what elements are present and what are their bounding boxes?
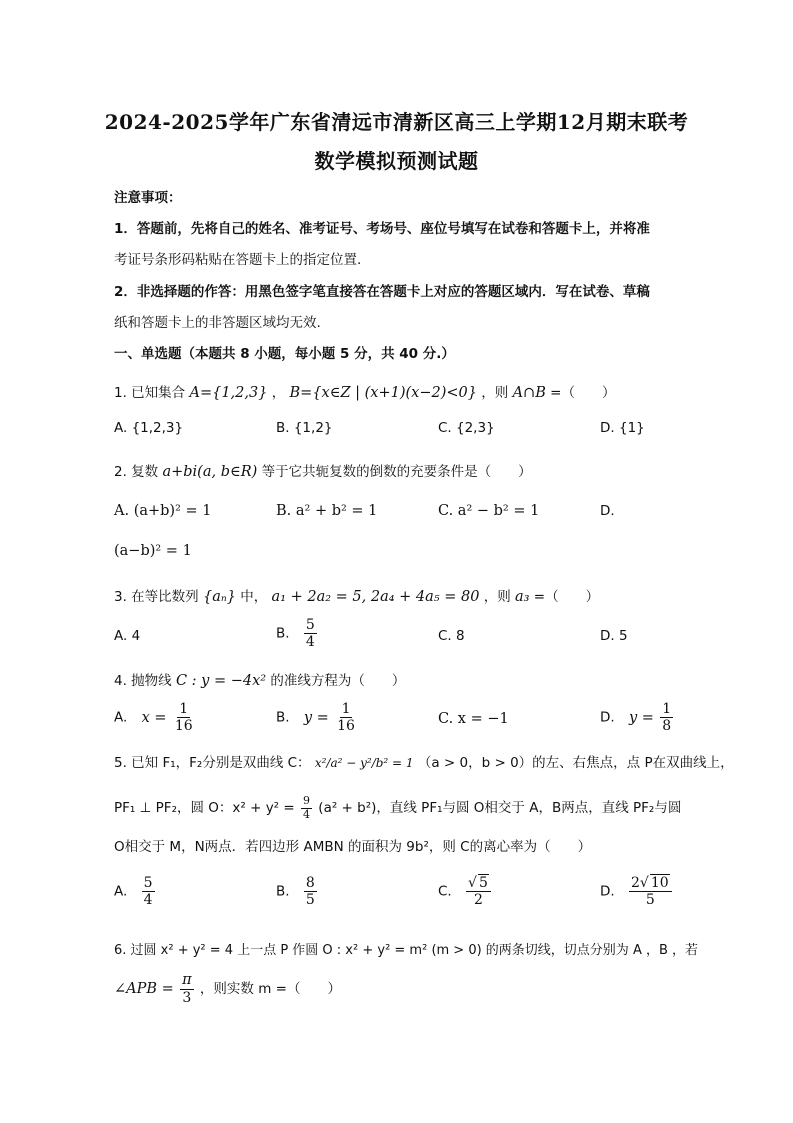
- fraction-denominator: 8: [662, 718, 672, 735]
- q5-line2-b: (a² + b²)，直线 PF₁与圆 O相交于 A，B两点，直线 PF₂与圆: [318, 800, 682, 817]
- q5-option-d[interactable]: [600, 875, 674, 908]
- fraction-numerator: 1: [179, 701, 189, 717]
- q5-option-c[interactable]: [438, 875, 493, 908]
- question-4: [114, 669, 405, 689]
- fraction-denominator: 16: [337, 718, 355, 735]
- q5-option-a-label: A.: [114, 883, 128, 900]
- fraction-denominator: 2: [473, 892, 483, 909]
- question-1: [114, 381, 615, 401]
- q2-option-b[interactable]: B. a² + b² = 1: [276, 503, 378, 519]
- q1-then: ，则: [481, 385, 509, 401]
- q4-option-d-label: D.: [600, 709, 615, 726]
- q3-option-c[interactable]: C. 8: [438, 628, 465, 644]
- q4-option-c[interactable]: C. x = −1: [438, 711, 509, 727]
- sqrt-symbol: √: [468, 875, 477, 891]
- q3-option-b-fraction: [304, 617, 317, 650]
- q3-then: ，则: [483, 589, 511, 605]
- q6-tail: ，则实数 m =（ ）: [199, 980, 341, 997]
- question-6-line-1: 6. 过圆 x² + y² = 4 上一点 P 作圆 O : x² + y² = m² (m > 0) 的两条切线，切点分别为 A ，B ，若: [114, 943, 699, 958]
- q1-option-a[interactable]: A. {1,2,3}: [114, 420, 184, 436]
- q5-circle-fraction: [301, 795, 312, 821]
- sqrt-coefficient: 2: [630, 875, 640, 891]
- q1-option-d[interactable]: D. {1}: [600, 420, 645, 436]
- q5-option-b[interactable]: [276, 875, 319, 908]
- q5-line2-a: PF₁ ⊥ PF₂，圆 O：x² + y² =: [114, 800, 299, 817]
- fraction-numerator: 5: [305, 617, 315, 633]
- q6-angle-fraction: [180, 972, 194, 1006]
- q4-curve: C : y = −4x²: [175, 673, 267, 689]
- question-3: [114, 585, 599, 605]
- q5-option-d-fraction: [629, 875, 672, 908]
- q2-option-d-value[interactable]: (a−b)² = 1: [114, 543, 192, 559]
- q1-expr: A∩B: [512, 385, 546, 401]
- sqrt-radicand: 5: [478, 875, 488, 891]
- fraction-numerator: 9: [303, 794, 310, 807]
- q5-line1-b: （a > 0，b > 0）的左、右焦点，点 P在双曲线上，: [417, 755, 734, 771]
- q5-line1-a: 5. 已知 F₁，F₂分别是双曲线 C：: [114, 755, 311, 771]
- fraction-denominator: 5: [645, 892, 655, 909]
- q2-tail: 等于它共轭复数的倒数的充要条件是（ ）: [261, 464, 532, 480]
- notice-item-2: 2．非选择题的作答：用黑色签字笔直接答在答题卡上对应的答题区域内．写在试卷、草稿: [114, 284, 650, 300]
- q2-prefix: 2. 复数: [114, 464, 159, 480]
- fraction-numerator: 5: [143, 875, 153, 891]
- sqrt-radicand: 10: [650, 875, 669, 891]
- q5-option-d-label: D.: [600, 883, 615, 900]
- fraction-denominator: 3: [182, 989, 192, 1006]
- question-2: [114, 460, 532, 480]
- q1-tail: =（ ）: [550, 385, 616, 401]
- q4-tail: 的准线方程为（ ）: [270, 673, 406, 689]
- question-5-line-1: [114, 751, 734, 771]
- q3-option-b-label: B.: [276, 625, 290, 642]
- fraction-numerator: 1: [662, 701, 672, 717]
- q3-option-d[interactable]: D. 5: [600, 628, 628, 644]
- q1-comma: ，: [271, 385, 286, 401]
- q3-option-a[interactable]: A. 4: [114, 628, 141, 644]
- notice-item-2-cont: 纸和答题卡上的非答题区域均无效.: [114, 315, 321, 331]
- q4-option-b-fraction: [335, 701, 357, 734]
- fraction-numerator: [629, 875, 672, 892]
- q6-angle: ∠APB =: [114, 980, 174, 997]
- q3-prefix: 3. 在等比数列: [114, 589, 199, 605]
- q2-expr: a+bi(a, b∈R): [162, 464, 258, 480]
- fraction-denominator: 4: [303, 807, 310, 821]
- fraction-denominator: 16: [174, 718, 193, 735]
- fraction-numerator: [466, 875, 491, 892]
- q4-option-a-fraction: [173, 701, 195, 734]
- q5-option-a[interactable]: [114, 875, 157, 908]
- q4-option-b[interactable]: [276, 701, 359, 734]
- q4-option-a[interactable]: [114, 701, 197, 734]
- q4-option-b-label: B.: [276, 709, 290, 726]
- fraction-numerator: π: [182, 972, 192, 988]
- q5-option-b-fraction: [304, 875, 317, 908]
- q5-hyperbola-eq: x²/a² − y²/b² = 1: [314, 756, 414, 770]
- q2-option-c[interactable]: C. a² − b² = 1: [438, 503, 540, 519]
- q3-condition: a₁ + 2a₂ = 5, 2a₄ + 4a₅ = 80: [271, 589, 480, 605]
- q2-option-d[interactable]: D.: [600, 503, 615, 519]
- q1-option-b[interactable]: B. {1,2}: [276, 420, 333, 436]
- sqrt-symbol: √: [639, 875, 649, 891]
- q3-option-b[interactable]: [276, 617, 319, 650]
- fraction-denominator: 4: [305, 634, 315, 651]
- question-6-line-2: [114, 972, 341, 1006]
- q4-option-d-fraction: [660, 701, 673, 734]
- notice-item-1: 1．答题前，先将自己的姓名、准考证号、考场号、座位号填写在试卷和答题卡上，并将准: [114, 221, 650, 237]
- fraction-numerator: 1: [341, 701, 351, 717]
- q4-option-d-var: y =: [628, 709, 654, 726]
- q4-option-a-label: A.: [114, 709, 128, 726]
- fraction-denominator: 4: [143, 892, 153, 909]
- q1-set-b: B={x∈Z | (x+1)(x−2)<0}: [289, 385, 477, 401]
- q4-option-d[interactable]: [600, 701, 675, 734]
- exam-title-line2: 数学模拟预测试题: [314, 149, 479, 173]
- q4-prefix: 4. 抛物线: [114, 673, 172, 689]
- notice-item-1-cont: 考证号条形码粘贴在答题卡上的指定位置.: [114, 252, 362, 268]
- question-5-line-3: O相交于 M，N两点．若四边形 AMBN 的面积为 9b²，则 C的离心率为（ ）: [114, 839, 592, 855]
- q4-option-a-var: x =: [141, 709, 167, 726]
- q1-set-a: A={1,2,3}: [189, 385, 268, 401]
- q5-option-c-fraction: [466, 875, 491, 908]
- fraction-numerator: 8: [305, 875, 315, 891]
- q3-sequence: {aₙ}: [202, 589, 236, 605]
- q5-option-a-fraction: [142, 875, 155, 908]
- q1-prefix: 1. 已知集合: [114, 385, 186, 401]
- notice-heading: 注意事项：: [114, 190, 182, 206]
- q5-option-b-label: B.: [276, 883, 290, 900]
- fraction-denominator: 5: [305, 892, 315, 909]
- q4-option-b-var: y =: [303, 709, 329, 726]
- section-heading: 一、单选题（本题共 8 小题，每小题 5 分，共 40 分.）: [114, 346, 455, 362]
- q2-option-a[interactable]: A. (a+b)² = 1: [114, 503, 212, 519]
- q3-target: a₃: [515, 589, 530, 605]
- q5-option-c-label: C.: [438, 883, 452, 900]
- exam-title-line1: 2024-2025学年广东省清远市清新区高三上学期12月期末联考: [104, 110, 689, 134]
- question-5-line-2: [114, 795, 681, 821]
- q1-option-c[interactable]: C. {2,3}: [438, 420, 495, 436]
- q3-mid: 中，: [240, 589, 268, 605]
- q3-tail: =（ ）: [533, 589, 600, 605]
